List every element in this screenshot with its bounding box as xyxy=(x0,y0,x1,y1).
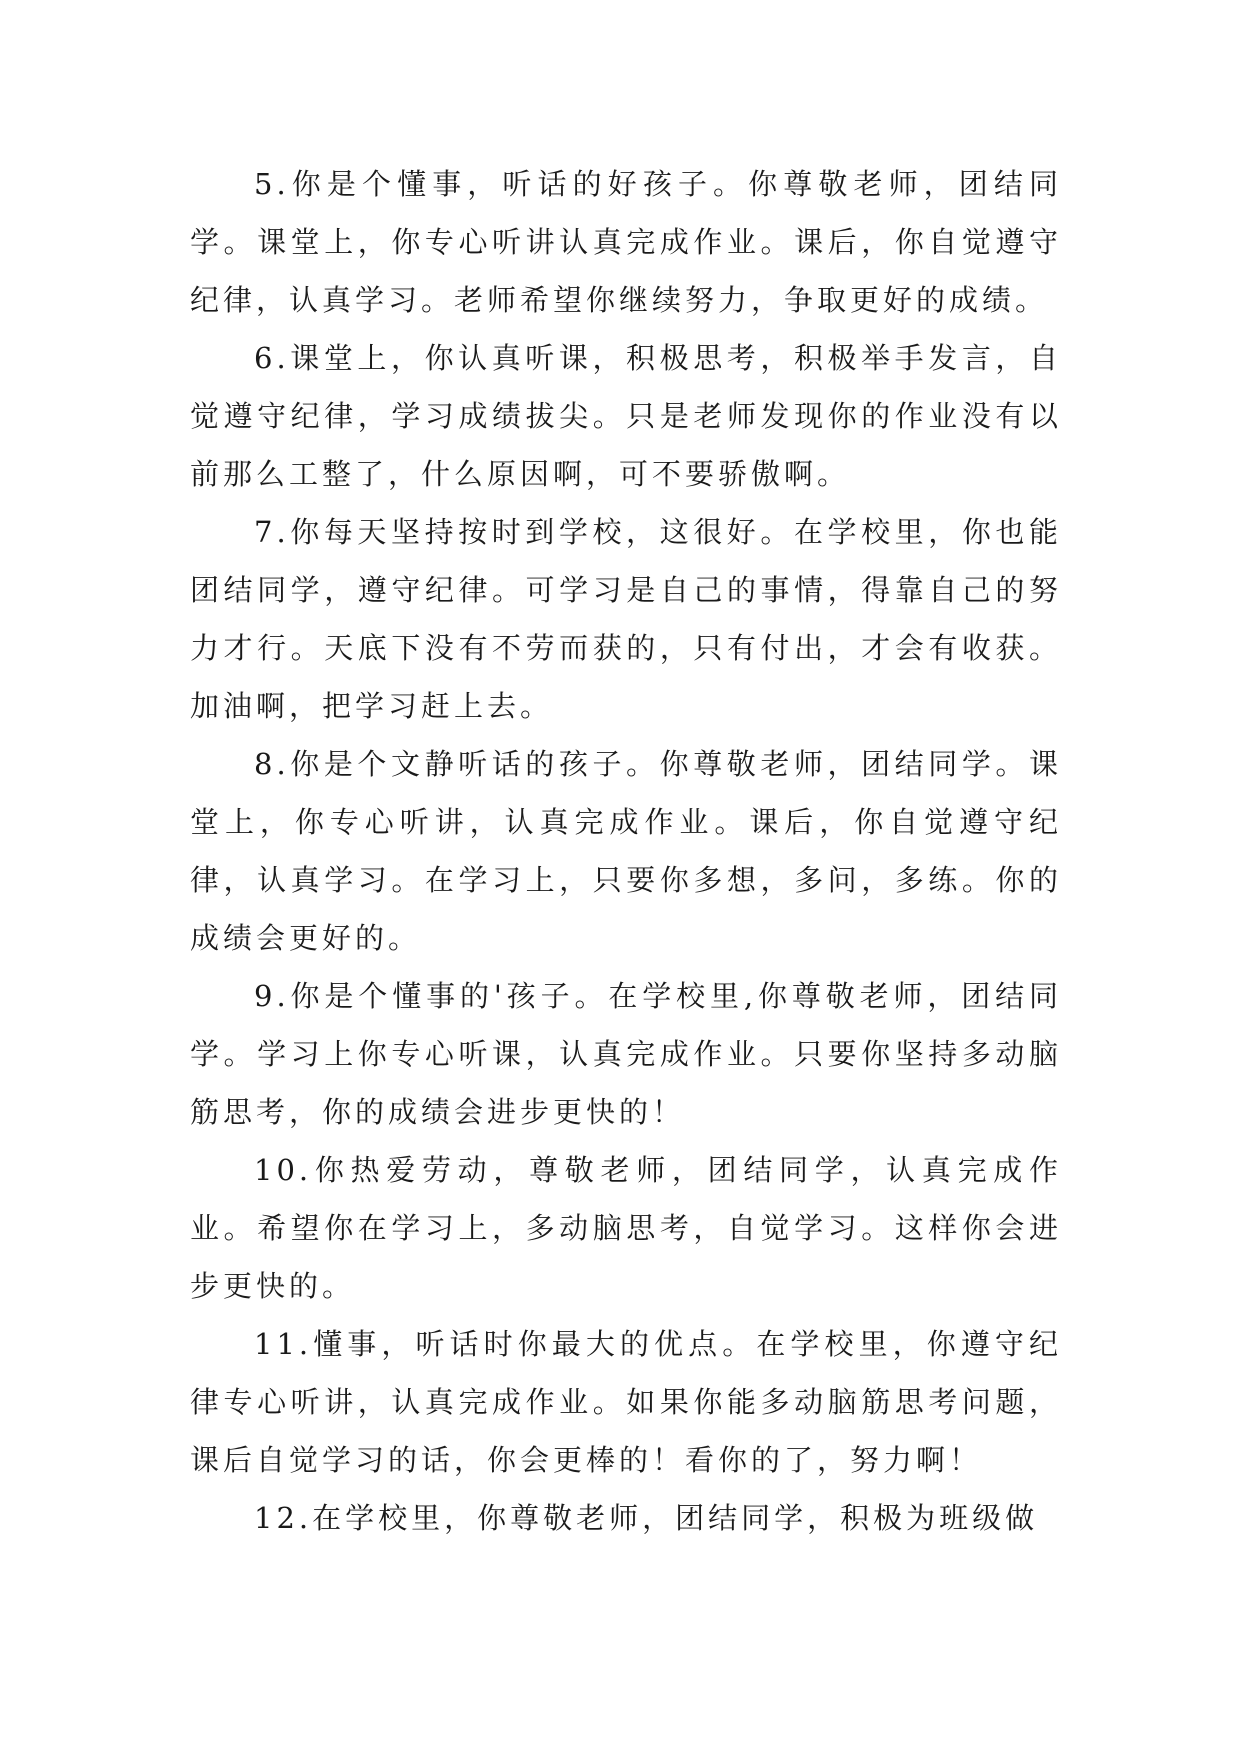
document-body xyxy=(190,155,1062,1547)
comment-paragraph-11: 11.懂事，听话时你最大的优点。在学校里，你遵守纪律专心听讲，认真完成作业。如果你能多动脑筋思考问题，课后自觉学习的话，你会更棒的！看你的了，努力啊！ xyxy=(190,1327,1062,1477)
comment-paragraph-7: 7.你每天坚持按时到学校，这很好。在学校里，你也能团结同学，遵守纪律。可学习是自己的事情，得靠自己的努力才行。天底下没有不劳而获的，只有付出，才会有收获。加油啊，把学习赶上去。 xyxy=(190,515,1062,723)
comment-paragraph-10: 10.你热爱劳动，尊敬老师，团结同学，认真完成作业。希望你在学习上，多动脑思考，自觉学习。这样你会进步更快的。 xyxy=(190,1153,1062,1303)
comment-paragraph-12: 12.在学校里，你尊敬老师，团结同学，积极为班级做 xyxy=(254,1501,1039,1535)
comment-paragraph-9: 9.你是个懂事的'孩子。在学校里,你尊敬老师，团结同学。学习上你专心听课，认真完成作业。只要你坚持多动脑筋思考，你的成绩会进步更快的！ xyxy=(190,979,1062,1129)
comment-paragraph-8: 8.你是个文静听话的孩子。你尊敬老师，团结同学。课堂上，你专心听讲，认真完成作业。课后，你自觉遵守纪律，认真学习。在学习上，只要你多想，多问，多练。你的成绩会更好的。 xyxy=(190,747,1062,955)
comment-paragraph-5: 5.你是个懂事，听话的好孩子。你尊敬老师，团结同学。课堂上，你专心听讲认真完成作业。课后，你自觉遵守纪律，认真学习。老师希望你继续努力，争取更好的成绩。 xyxy=(190,167,1062,317)
comment-paragraph-6: 6.课堂上，你认真听课，积极思考，积极举手发言，自觉遵守纪律，学习成绩拔尖。只是老师发现你的作业没有以前那么工整了，什么原因啊，可不要骄傲啊。 xyxy=(190,341,1062,491)
